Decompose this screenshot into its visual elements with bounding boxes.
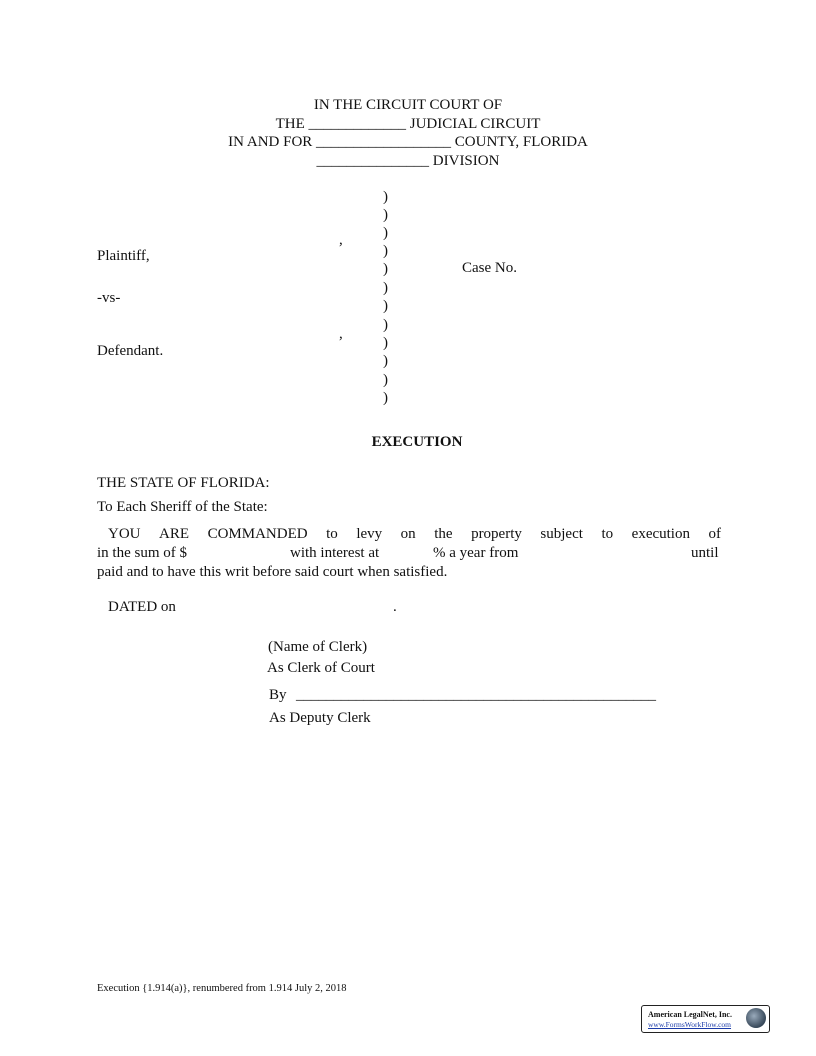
command-word: COMMANDED [207,526,308,542]
command-word: of [708,526,721,542]
by-label: By [269,687,287,703]
logo-url-link[interactable]: www.FormsWorkFlow.com [648,1020,732,1029]
caption-paren: ) [383,335,388,351]
clerk-name: (Name of Clerk) [268,639,368,655]
command-word: property [471,526,522,542]
caption-paren: ) [383,298,388,314]
case-number-label: Case No. [462,260,517,276]
sheriff-salutation: To Each Sheriff of the State: [97,499,268,515]
interest-label: with interest at [290,545,380,561]
command-word: to [326,526,338,542]
state-heading: THE STATE OF FLORIDA: [97,475,270,491]
command-word: subject [540,526,583,542]
caption-paren: ) [383,317,388,333]
globe-icon [746,1008,766,1028]
court-header-line3: IN AND FOR __________________ COUNTY, FLORIDA [228,134,588,150]
logo-company-name: American LegalNet, Inc. [648,1010,732,1019]
command-word: to [601,526,614,542]
caption-paren: ) [383,353,388,369]
court-header-line4: _______________ DIVISION [316,153,500,169]
command-line [97,525,721,543]
court-header-line1: IN THE CIRCUIT COURT OF [313,97,503,113]
document-title: EXECUTION [371,434,463,450]
command-word: ARE [159,526,190,542]
command-word: the [434,526,453,542]
caption-paren: ) [383,390,388,406]
clerk-title: As Clerk of Court [267,660,375,676]
caption-paren: ) [383,261,388,277]
defendant-comma: , [339,326,343,342]
plaintiff-comma: , [339,232,343,248]
deputy-clerk-label: As Deputy Clerk [269,710,371,726]
versus-label: -vs- [97,290,121,306]
caption-paren: ) [383,189,388,205]
defendant-label: Defendant. [97,343,164,359]
interest-from-label: % a year from [433,545,519,561]
dated-period: . [393,599,397,615]
form-footer-note: Execution {1.914(a)}, renumbered from 1.914 July 2, 2018 [97,983,347,994]
satisfaction-text: paid and to have this writ before said court when satisfied. [97,564,448,580]
command-word: YOU [108,526,141,542]
sum-label: in the sum of $ [97,545,187,561]
caption-paren: ) [383,372,388,388]
until-label: until [691,545,719,561]
command-word: levy [356,526,383,542]
caption-paren: ) [383,243,388,259]
command-word: on [400,526,416,542]
dated-label: DATED on [108,599,176,615]
caption-paren: ) [383,225,388,241]
court-header-line2: THE _____________ JUDICIAL CIRCUIT [275,116,541,132]
signature-line: ________________________________________________ [296,687,656,703]
caption-paren: ) [383,207,388,223]
caption-paren: ) [383,280,388,296]
american-legalnet-logo[interactable] [641,1005,770,1033]
command-word: execution [631,526,690,542]
plaintiff-label: Plaintiff, [97,248,150,264]
